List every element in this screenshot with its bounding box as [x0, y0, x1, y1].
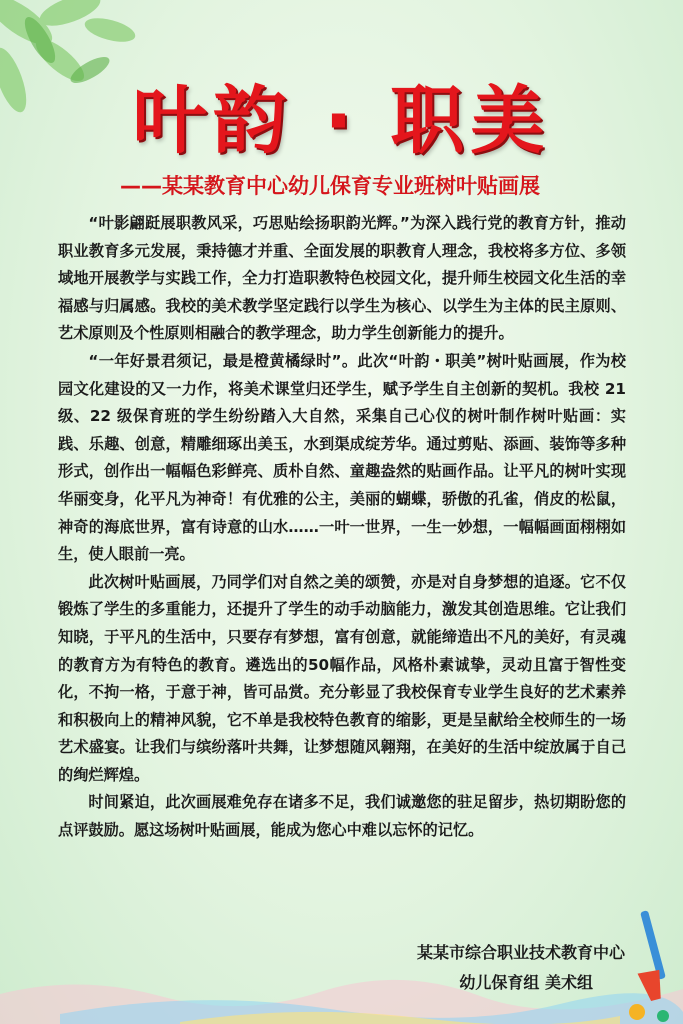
paragraph: “叶影翩跹展职教风采，巧思贴绘扬职韵光辉。”为深入践行党的教育方针，推动职业教育多元发展，秉持德才并重、全面发展的职教育人理念，我校将多方位、多领域地开展教学与实践工作，全力打造职教特色校园文化，提升师生校园文化生活的幸福感与归属感。我校的美术教学坚定践行以学生为核心、以学生为主体的民主原则、艺术原则及个性原则相融合的教学理念，助力学生创新能力的提升。 [58, 214, 626, 343]
signature-organization: 某某市综合职业技术教育中心 [416, 943, 625, 962]
page-title: 叶韵 · 职美 [132, 78, 551, 164]
signature-group: 幼儿保育组 美术组 [459, 973, 593, 992]
page-subtitle: ——某某教育中心幼儿保育专业班树叶贴画展 [120, 174, 540, 198]
paint-brush-icon [623, 900, 683, 1024]
article-body [58, 210, 626, 845]
paint-splash-decoration-icon [0, 934, 683, 1024]
paragraph: “一年好景君须记，最是橙黄橘绿时”。此次“叶韵・职美”树叶贴画展，作为校园文化建设的又一力作，将美术课堂归还学生，赋予学生自主创新的契机。我校 21 级、22 级保育班的学生纷纷踏入大自然，采集自己心仪的树叶制作树叶贴画：实践、乐趣、创意，精雕细琢出美玉，水到渠成绽芳华。通过剪贴、添画、装饰等多种形式，创作出一幅幅色彩鲜亮、质朴自然、童趣盎然的贴画作品。让平凡的树叶实现华丽变身，化平凡为神奇！有优雅的公主，美丽的蝴蝶，骄傲的孔雀，俏皮的松鼠，神奇的海底世界，富有诗意的山水……一叶一世界，一生一妙想，一幅幅画面栩栩如生，使人眼前一亮。 [58, 351, 626, 564]
paragraph: 此次树叶贴画展，乃同学们对自然之美的颂赞，亦是对自身梦想的追逐。它不仅锻炼了学生的多重能力，还提升了学生的动手动脑能力，激发其创造思维。它让我们知晓，于平凡的生活中，只要存有梦想，富有创意，就能缔造出不凡的美好，有灵魂的教育方为有特色的教育。遴选出的50幅作品，风格朴素诚挚，灵动且富于智性变化，不拘一格，于意于神，皆可品赏。充分彰显了我校保育专业学生良好的艺术素养和积极向上的精神风貌，它不单是我校特色教育的缩影，更是呈献给全校师生的一场艺术盛宴。让我们与缤纷落叶共舞，让梦想随风翱翔，在美好的生活中绽放属于自己的绚烂辉煌。 [58, 572, 626, 784]
paragraph: 时间紧迫，此次画展难免存在诸多不足，我们诚邀您的驻足留步，热切期盼您的点评鼓励。愿这场树叶贴画展，能成为您心中难以忘怀的记忆。 [58, 793, 626, 840]
